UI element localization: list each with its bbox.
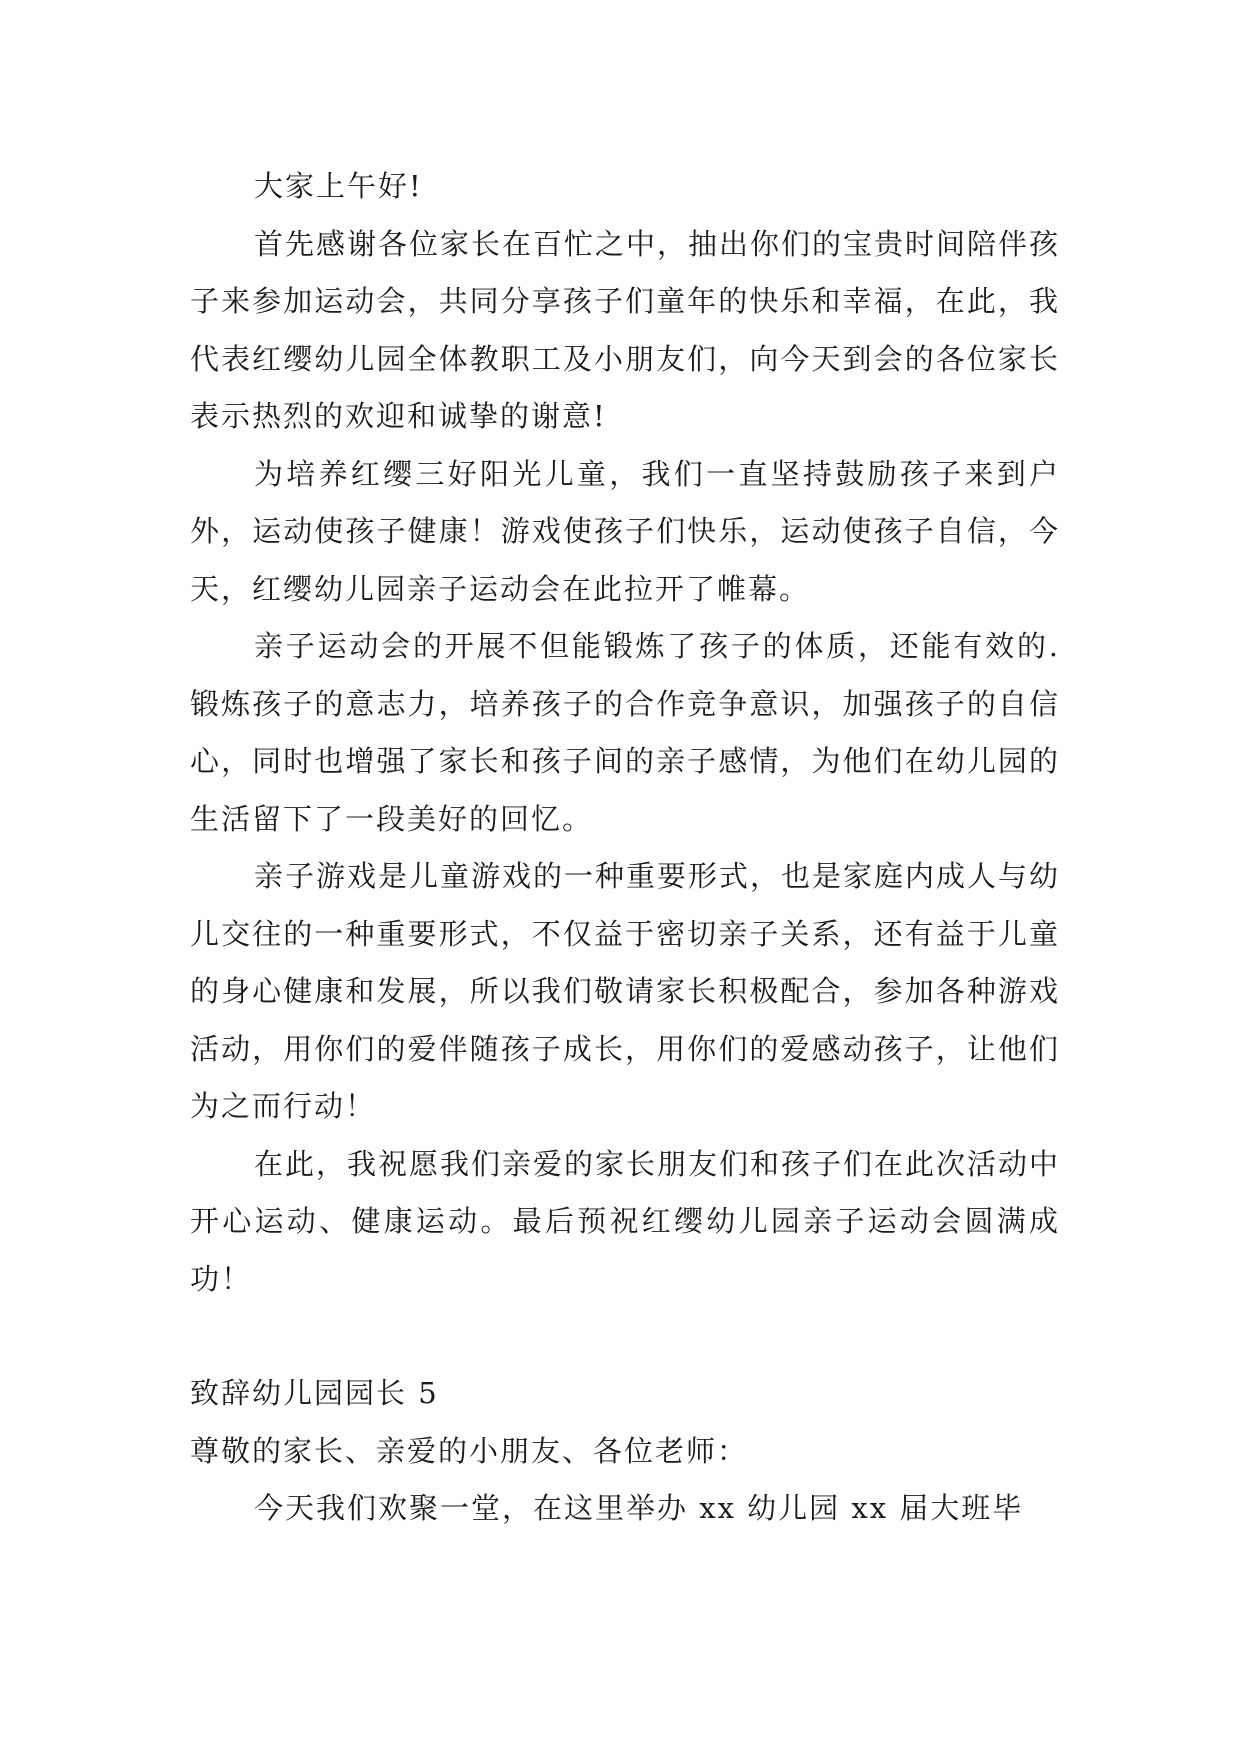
document-body: [190, 158, 1060, 1538]
section-title: 致辞幼儿园园长 5: [190, 1376, 439, 1410]
body-paragraph: 亲子运动会的开展不但能锻炼了孩子的体质，还能有效的.锻炼孩子的意志力，培养孩子的合作竞争意识，加强孩子的自信心，同时也增强了家长和孩子间的亲子感情，为他们在幼儿园的生活留下了一段美好的回忆。: [190, 629, 1060, 836]
body-paragraph: 亲子游戏是儿童游戏的一种重要形式，也是家庭内成人与幼儿交往的一种重要形式，不仅益于密切亲子关系，还有益于儿童的身心健康和发展，所以我们敬请家长积极配合，参加各种游戏活动，用你们的爱伴随孩子成长，用你们的爱感动孩子，让他们为之而行动！: [190, 859, 1061, 1123]
greeting-paragraph: 大家上午好!: [254, 169, 423, 203]
salutation: 尊敬的家长、亲爱的小朋友、各位老师：: [190, 1433, 749, 1468]
body-paragraph: 为培养红缨三好阳光儿童，我们一直坚持鼓励孩子来到户外，运动使孩子健康！游戏使孩子们快乐，运动使孩子自信，今天，红缨幼儿园亲子运动会在此拉开了帷幕。: [190, 456, 1060, 606]
body-paragraph: 今天我们欢聚一堂，在这里举办 xx 幼儿园 xx 届大班毕: [254, 1491, 1024, 1525]
body-paragraph: 首先感谢各位家长在百忙之中，抽出你们的宝贵时间陪伴孩子来参加运动会，共同分享孩子们童年的快乐和幸福，在此，我代表红缨幼儿园全体教职工及小朋友们，向今天到会的各位家长表示热烈的欢迎和诚挚的谢意!: [190, 226, 1061, 433]
closing-paragraph: 在此，我祝愿我们亲爱的家长朋友们和孩子们在此次活动中开心运动、健康运动。最后预祝红缨幼儿园亲子运动会圆满成功！: [190, 1146, 1061, 1296]
